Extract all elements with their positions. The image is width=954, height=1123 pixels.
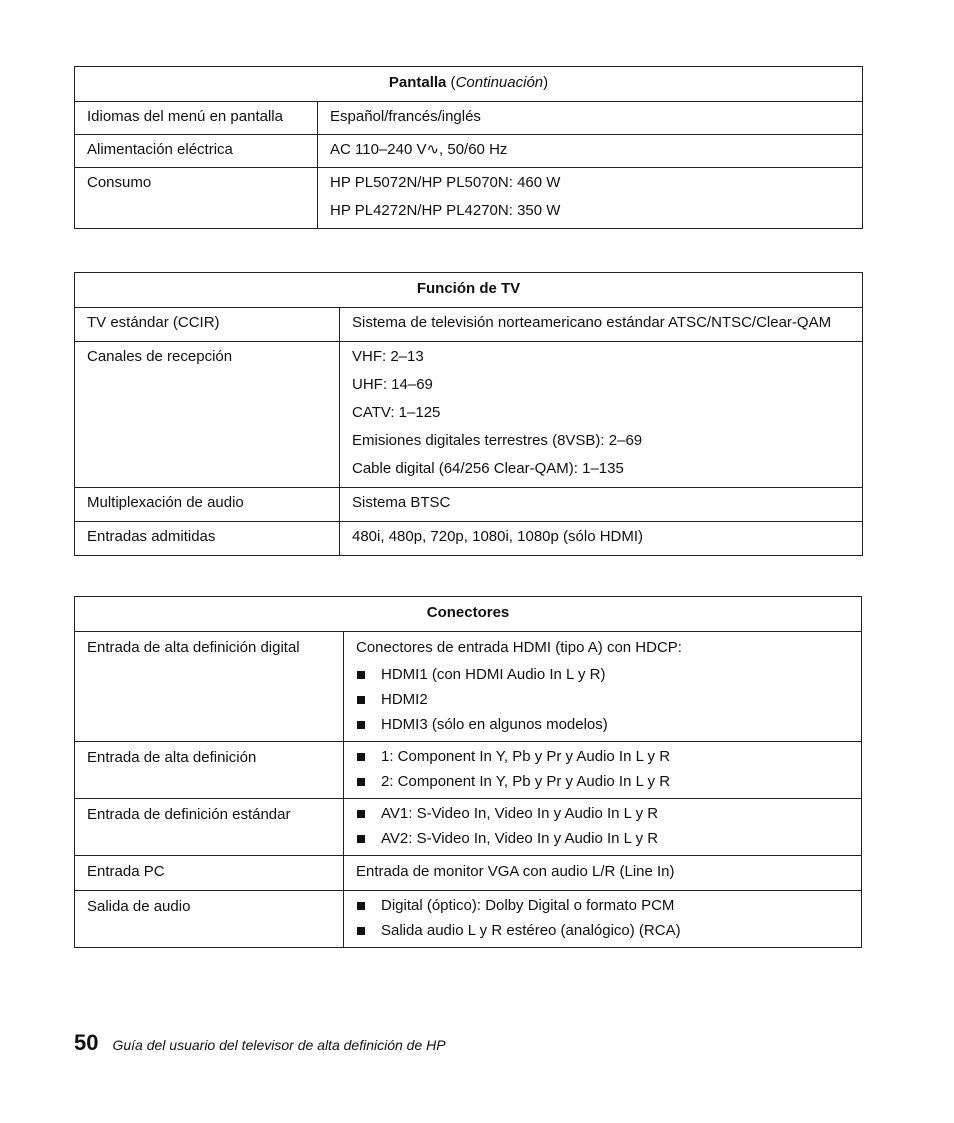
bullet-item: HDMI3 (sólo en algunos modelos) xyxy=(356,712,849,737)
table-row xyxy=(75,522,863,556)
table-title-text: Conectores xyxy=(426,604,510,621)
bullet-item: HDMI2 xyxy=(356,687,849,712)
page-number: 50 xyxy=(74,1030,99,1055)
table-row xyxy=(75,742,862,799)
row-label: Alimentación eléctrica xyxy=(75,135,318,168)
row-label: TV estándar (CCIR) xyxy=(75,308,340,342)
paren-close: ) xyxy=(543,74,549,91)
value-line: CATV: 1–125 xyxy=(352,404,441,421)
table-row xyxy=(75,342,863,488)
table-title-text: Pantalla xyxy=(388,74,447,91)
tv-function-table xyxy=(74,272,863,556)
bullet-item: 2: Component In Y, Pb y Pr y Audio In L y R xyxy=(356,769,849,794)
table-header-row xyxy=(75,273,863,308)
table-row xyxy=(75,632,862,742)
table-title-text: Función de TV xyxy=(416,280,521,297)
pantalla-table xyxy=(74,66,863,229)
table-header-row xyxy=(75,597,862,632)
row-label: Entradas admitidas xyxy=(75,522,340,556)
value-line: VHF: 2–13 xyxy=(352,348,424,365)
row-value xyxy=(318,135,863,168)
table-row xyxy=(75,168,863,229)
bullet-item: HDMI1 (con HDMI Audio In L y R) xyxy=(356,662,849,687)
row-value xyxy=(344,799,862,856)
bullet-item: 1: Component In Y, Pb y Pr y Audio In L y R xyxy=(356,744,849,769)
row-label: Consumo xyxy=(75,168,318,229)
row-value xyxy=(340,342,863,488)
row-value xyxy=(318,168,863,229)
table-row xyxy=(75,102,863,135)
row-label: Idiomas del menú en pantalla xyxy=(75,102,318,135)
connectors-table xyxy=(74,596,862,948)
value-line: 480i, 480p, 720p, 1080i, 1080p (sólo HDMI) xyxy=(352,528,644,545)
table-row xyxy=(75,488,863,522)
page-footer xyxy=(74,1030,446,1056)
value-line: HP PL4272N/HP PL4270N: 350 W xyxy=(330,202,561,219)
table-row xyxy=(75,856,862,891)
value-line: Sistema de televisión norteamericano estándar ATSC/NTSC/Clear-QAM xyxy=(352,314,832,331)
row-value xyxy=(340,488,863,522)
bullet-item: AV2: S-Video In, Video In y Audio In L y R xyxy=(356,826,849,851)
value-line: Emisiones digitales terrestres (8VSB): 2–69 xyxy=(352,432,643,449)
row-label: Entrada de alta definición digital xyxy=(75,632,344,742)
row-label: Canales de recepción xyxy=(75,342,340,488)
table-row xyxy=(75,891,862,948)
document-title: Guía del usuario del televisor de alta definición de HP xyxy=(112,1037,446,1053)
bullet-item: AV1: S-Video In, Video In y Audio In L y R xyxy=(356,801,849,826)
table-header-row xyxy=(75,67,863,102)
bullet-item: Salida audio L y R estéreo (analógico) (RCA) xyxy=(356,918,849,943)
table-row xyxy=(75,308,863,342)
bullet-item: Digital (óptico): Dolby Digital o formato PCM xyxy=(356,893,849,918)
value-line: AC 110–240 V∿, 50/60 Hz xyxy=(330,141,508,158)
paren-open: ( xyxy=(446,74,456,91)
value-intro: Conectores de entrada HDMI (tipo A) con HDCP: xyxy=(356,639,682,656)
value-line: Cable digital (64/256 Clear-QAM): 1–135 xyxy=(352,460,624,477)
value-line: Español/francés/inglés xyxy=(330,108,481,125)
row-label: Multiplexación de audio xyxy=(75,488,340,522)
value-line: UHF: 14–69 xyxy=(352,376,433,393)
table-title xyxy=(75,273,863,308)
row-value xyxy=(318,102,863,135)
value-line: Sistema BTSC xyxy=(352,494,451,511)
table-title xyxy=(75,597,862,632)
row-value xyxy=(340,522,863,556)
row-label: Entrada de definición estándar xyxy=(75,799,344,856)
table-row xyxy=(75,135,863,168)
table-title xyxy=(75,67,863,102)
value-line: HP PL5072N/HP PL5070N: 460 W xyxy=(330,174,561,191)
row-value xyxy=(344,742,862,799)
row-label: Entrada de alta definición xyxy=(75,742,344,799)
row-value xyxy=(344,891,862,948)
row-label: Salida de audio xyxy=(75,891,344,948)
row-value xyxy=(340,308,863,342)
table-row xyxy=(75,799,862,856)
continuation-note: Continuación xyxy=(455,74,544,91)
row-label: Entrada PC xyxy=(75,856,344,891)
row-value xyxy=(344,632,862,742)
row-value: Entrada de monitor VGA con audio L/R (Line In) xyxy=(344,856,862,891)
